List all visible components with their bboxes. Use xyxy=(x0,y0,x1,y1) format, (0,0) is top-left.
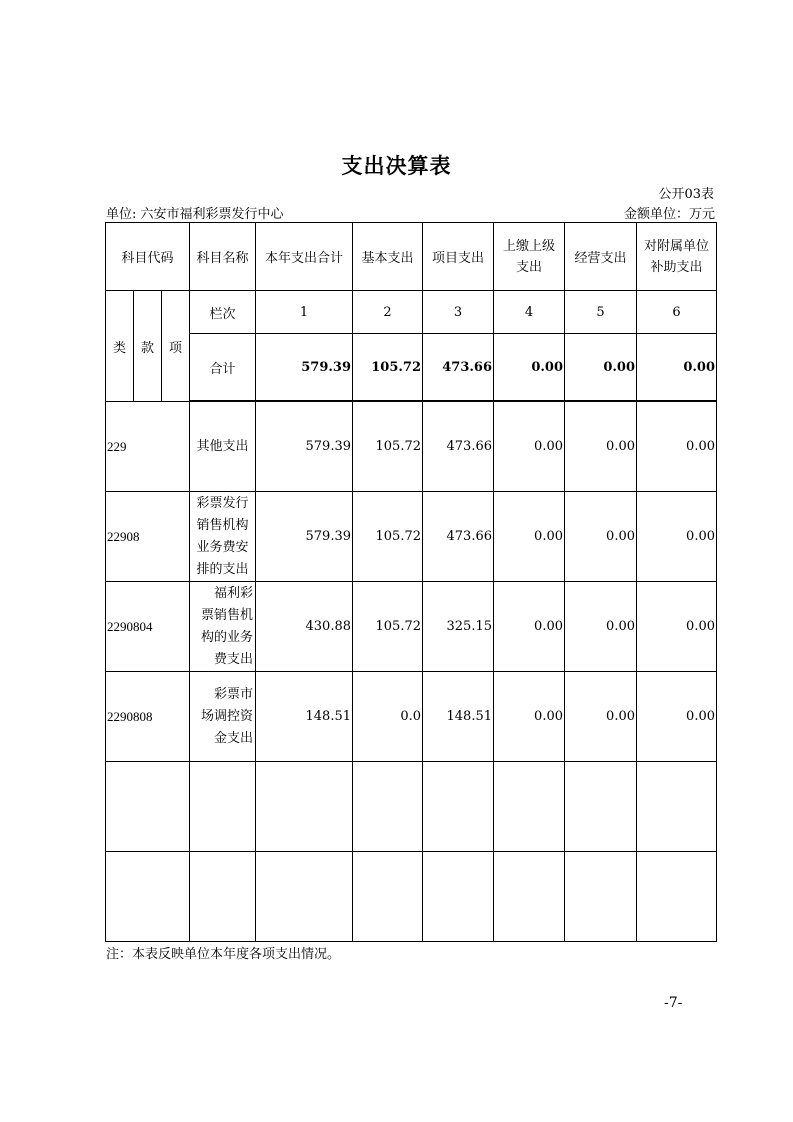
subject-code: 22908 xyxy=(106,492,190,582)
table-row xyxy=(106,672,717,762)
value-cell: 0.0 xyxy=(353,672,423,762)
header-subsidy-line1: 对附属单位 xyxy=(643,238,709,254)
value-cell: 0.00 xyxy=(637,582,717,672)
subject-name xyxy=(190,582,256,672)
header-code: 科目代码 xyxy=(106,223,190,291)
subject-name xyxy=(190,492,256,582)
value-cell: 0.00 xyxy=(637,672,717,762)
subject-name xyxy=(190,402,256,492)
subject-name xyxy=(190,672,256,762)
header-business: 经营支出 xyxy=(565,223,637,291)
total-cell: 0.00 xyxy=(565,334,637,401)
header-row xyxy=(106,223,717,291)
header-subsidy-line2: 补助支出 xyxy=(650,259,703,275)
subject-code: 229 xyxy=(106,402,190,492)
empty-row xyxy=(106,852,717,942)
header-basic: 基本支出 xyxy=(353,223,423,291)
column-number-label: 栏次 xyxy=(190,291,256,334)
page-title: 支出决算表 xyxy=(341,154,452,178)
value-cell: 0.00 xyxy=(494,672,565,762)
value-cell: 430.88 xyxy=(256,582,353,672)
empty-row xyxy=(106,762,717,852)
value-cell: 0.00 xyxy=(637,402,717,492)
form-number: 公开03表 xyxy=(658,187,714,202)
subject-name-line: 福利彩 xyxy=(213,585,253,601)
value-cell: 0.00 xyxy=(494,402,565,492)
table-row xyxy=(106,492,717,582)
value-cell: 579.39 xyxy=(256,402,353,492)
header-project: 项目支出 xyxy=(423,223,494,291)
header-kuan: 款 xyxy=(134,291,162,402)
subject-name-line: 彩票发行 xyxy=(196,495,249,511)
total-cell: 0.00 xyxy=(637,334,717,401)
value-cell: 148.51 xyxy=(256,672,353,762)
header-remit xyxy=(494,223,565,291)
header-remit-line2: 支出 xyxy=(515,259,542,275)
value-cell: 473.66 xyxy=(423,402,494,492)
total-cell: 0.00 xyxy=(494,334,565,401)
unit-label: 单位: xyxy=(106,207,137,222)
subject-code: 2290808 xyxy=(106,672,190,762)
header-remit-line1: 上缴上级 xyxy=(502,238,555,254)
value-cell: 0.00 xyxy=(565,582,637,672)
page-number: -7- xyxy=(664,995,683,1011)
column-number-3: 3 xyxy=(423,291,494,334)
table-row xyxy=(106,402,717,492)
subject-name-line: 其他支出 xyxy=(196,438,249,454)
value-cell: 105.72 xyxy=(353,402,423,492)
column-number-2: 2 xyxy=(353,291,423,334)
column-number-1: 1 xyxy=(256,291,353,334)
subject-name-line: 金支出 xyxy=(213,730,253,746)
header-lei: 类 xyxy=(106,291,134,402)
value-cell: 0.00 xyxy=(565,402,637,492)
subject-code: 2290804 xyxy=(106,582,190,672)
expenditure-table xyxy=(105,222,717,942)
header-name: 科目名称 xyxy=(190,223,256,291)
value-cell: 148.51 xyxy=(423,672,494,762)
value-cell: 473.66 xyxy=(423,492,494,582)
unit-line xyxy=(106,203,284,222)
subject-name-line: 彩票市 xyxy=(213,686,253,702)
total-cell: 473.66 xyxy=(423,334,494,401)
total-row xyxy=(106,334,717,401)
value-cell: 0.00 xyxy=(494,582,565,672)
total-cell: 579.39 xyxy=(256,334,353,401)
column-number-row xyxy=(106,291,717,334)
subject-name-line: 费支出 xyxy=(213,651,253,667)
header-subsidy xyxy=(637,223,717,291)
header-total: 本年支出合计 xyxy=(256,223,353,291)
subject-name-line: 排的支出 xyxy=(196,561,249,577)
value-cell: 579.39 xyxy=(256,492,353,582)
column-number-5: 5 xyxy=(565,291,637,334)
table-row xyxy=(106,582,717,672)
value-cell: 0.00 xyxy=(565,672,637,762)
value-cell: 105.72 xyxy=(353,492,423,582)
subject-name-line: 票销售机 xyxy=(200,607,253,623)
column-number-4: 4 xyxy=(494,291,565,334)
header-xiang: 项 xyxy=(162,291,190,402)
subject-name-line: 构的业务 xyxy=(200,629,253,645)
money-unit: 金额单位：万元 xyxy=(623,207,715,222)
total-cell: 105.72 xyxy=(353,334,423,401)
column-number-6: 6 xyxy=(637,291,717,334)
subject-name-line: 场调控资 xyxy=(200,708,253,724)
subject-name-line: 销售机构 xyxy=(196,517,249,533)
unit-name: 六安市福利彩票发行中心 xyxy=(140,207,284,222)
value-cell: 0.00 xyxy=(565,492,637,582)
value-cell: 325.15 xyxy=(423,582,494,672)
value-cell: 0.00 xyxy=(637,492,717,582)
total-label: 合计 xyxy=(190,334,256,401)
subject-name-line: 业务费安 xyxy=(196,539,249,555)
value-cell: 0.00 xyxy=(494,492,565,582)
table-note: 注：本表反映单位本年度各项支出情况。 xyxy=(106,947,341,962)
value-cell: 105.72 xyxy=(353,582,423,672)
